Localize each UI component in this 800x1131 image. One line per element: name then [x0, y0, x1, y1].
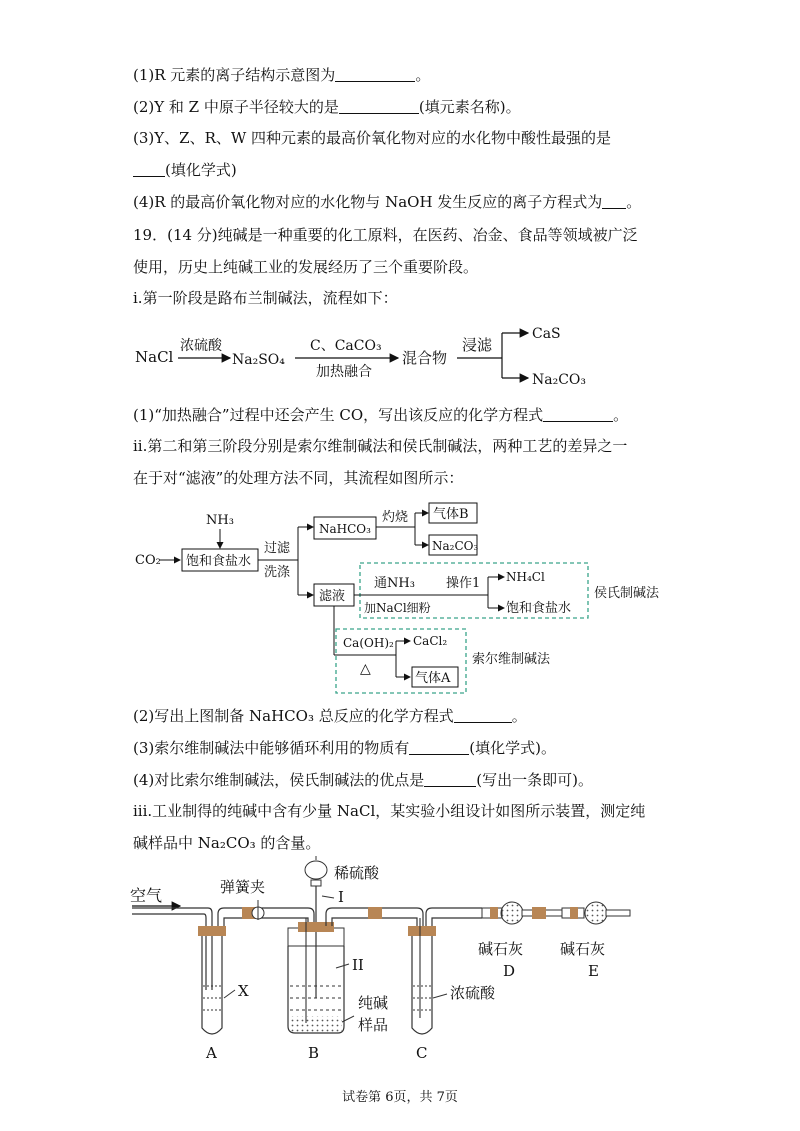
q18-part4: (4)R 的最高价氧化物对应的水化物与 NaOH 发生反应的离子方程式为 。 [133, 193, 642, 211]
nh4cl-label: NH₄Cl [506, 570, 545, 584]
leader-ii [336, 964, 349, 968]
q19-sub4: (4)对比索尔维制碱法，侯氏制碱法的优点是 (写出一条即可)。 [133, 771, 593, 789]
stopper-a [198, 926, 226, 936]
passNH3-label: 通NH₃ [374, 576, 415, 591]
tube-b-c-inner [332, 918, 417, 926]
calcine-label: 灼烧 [382, 510, 409, 525]
stopper-b [298, 922, 334, 932]
label-b: B [308, 1044, 320, 1062]
clamp-label: 弹簧夹 [220, 878, 266, 896]
solvay-label: 索尔维制碱法 [472, 652, 551, 667]
answer-blank[interactable] [335, 67, 415, 82]
air-label: 空气 [130, 886, 163, 905]
tube-a-b-inner [224, 918, 308, 926]
funnel-bulb [305, 861, 327, 879]
drying-tube-e [585, 902, 607, 924]
gasB-label: 气体B [433, 507, 469, 522]
stopper-c [408, 926, 436, 936]
connector-cd [490, 907, 498, 919]
acid-label: 浓硫酸 [180, 338, 222, 354]
tube-inlet-a [132, 908, 212, 990]
delta-label: △ [360, 661, 371, 677]
page-footer: 试卷第 6页，共 7页 [342, 1090, 458, 1105]
e-outlet [606, 910, 630, 916]
brine-label: 饱和食盐水 [186, 554, 252, 569]
answer-blank[interactable] [543, 407, 613, 422]
q19-sub3: (3)索尔维制碱法中能够循环利用的物质有 (填化学式)。 [133, 739, 556, 757]
x-label: X [238, 982, 249, 1000]
q19-intro-cont: 使用，历史上纯碱工业的发展经历了三个重要阶段。 [133, 258, 479, 276]
answer-blank[interactable] [454, 708, 512, 723]
q18-part1: (1)R 元素的离子结构示意图为 。 [133, 66, 431, 84]
lime-label-d: 碱石灰 [478, 940, 524, 958]
filtrate-label: 滤液 [319, 589, 346, 604]
nh3-label: NH₃ [206, 513, 234, 528]
conc-acid-label: 浓硫酸 [450, 984, 496, 1002]
reagents-label: C、CaCO₃ [310, 338, 382, 354]
stage2-heading-cont: 在于对“滤液”的处理方法不同，其流程如图所示： [133, 469, 464, 487]
leader-conc [433, 994, 447, 998]
label-ii: II [352, 956, 364, 974]
q18-part3-cont: (填化学式) [133, 160, 237, 180]
leach-label: 浸滤 [462, 336, 493, 354]
apparatus-diagram [130, 858, 650, 1062]
lime-label-e: 碱石灰 [560, 940, 606, 958]
answer-blank[interactable] [133, 162, 165, 177]
sample-b [290, 1016, 342, 1032]
q19-intro: 19．(14 分)纯碱是一种重要的化工原料，在医药、冶金、食品等领域被广泛 [133, 226, 638, 244]
op1-label: 操作1 [446, 576, 481, 591]
sample-label-2: 样品 [358, 1016, 389, 1034]
solvay-hou-flow-diagram [130, 505, 670, 700]
label-e: E [588, 962, 599, 980]
drying-tube-d [501, 902, 523, 924]
na2co3-label: Na₂CO₃ [532, 372, 587, 388]
label-i: I [338, 888, 344, 906]
nahco3-label: NaHCO₃ [319, 522, 371, 536]
answer-blank[interactable] [602, 194, 626, 209]
leader-x [224, 990, 235, 998]
q18-part3: (3)Y、Z、R、W 四种元素的最高价氧化物对应的水化物中酸性最强的是 [133, 129, 612, 147]
stage2-heading: ii.第二和第三阶段分别是索尔维制碱法和侯氏制碱法，两种工艺的差异之一 [133, 437, 628, 455]
q18-part2: (2)Y 和 Z 中原子半径较大的是 (填元素名称)。 [133, 98, 521, 116]
leblanc-flow-diagram [130, 318, 610, 398]
label-c: C [416, 1044, 428, 1062]
answer-blank[interactable] [409, 740, 469, 755]
cacl2-label: CaCl₂ [413, 634, 448, 648]
answer-blank[interactable] [339, 99, 419, 114]
hou-label: 侯氏制碱法 [594, 586, 660, 601]
tube-c-d-inner [432, 918, 482, 926]
heat-label: 加热融合 [316, 364, 372, 380]
connector-de [532, 907, 546, 919]
na2co3-box-label: Na₂CO₃ [432, 539, 479, 553]
wash-label: 洗涤 [264, 565, 291, 580]
acid-label-app: 稀硫酸 [334, 864, 380, 882]
stage3-heading-cont: 碱样品中 Na₂CO₃ 的含量。 [133, 834, 321, 852]
caoh2-label: Ca(OH)₂ [343, 636, 394, 650]
leader-i [322, 896, 334, 898]
sample-label-1: 纯碱 [358, 994, 389, 1012]
tube-c-d [426, 908, 482, 926]
connector-e [570, 907, 578, 919]
brine2-label: 饱和食盐水 [506, 601, 572, 616]
connector-bc [368, 907, 382, 919]
stage3-heading: iii.工业制得的纯碱中含有少量 NaCl，某实验小组设计如图所示装置，测定纯 [133, 802, 646, 820]
label-d: D [503, 962, 516, 980]
na2so4-label: Na₂SO₄ [232, 352, 285, 368]
label-a: A [206, 1044, 217, 1062]
cas-label: CaS [532, 326, 561, 342]
nacl-label: NaCl [135, 348, 174, 366]
answer-blank[interactable] [424, 772, 476, 787]
co2-label: CO₂ [135, 553, 161, 568]
funnel-stopcock[interactable] [311, 880, 321, 886]
q19-sub1: (1)“加热融合”过程中还会产生 CO，写出该反应的化学方程式 。 [133, 406, 629, 424]
mixture-label: 混合物 [402, 349, 448, 367]
addNaCl-label: 加NaCl细粉 [364, 601, 431, 615]
test-tube-c [412, 933, 432, 1034]
q19-sub2: (2)写出上图制备 NaHCO₃ 总反应的化学方程式 。 [133, 707, 527, 725]
filter-label: 过滤 [264, 541, 291, 556]
stage1-heading: i.第一阶段是路布兰制碱法，流程如下： [133, 289, 398, 307]
gasA-label: 气体A [415, 671, 451, 686]
tube-inlet-a-inner [132, 914, 206, 990]
